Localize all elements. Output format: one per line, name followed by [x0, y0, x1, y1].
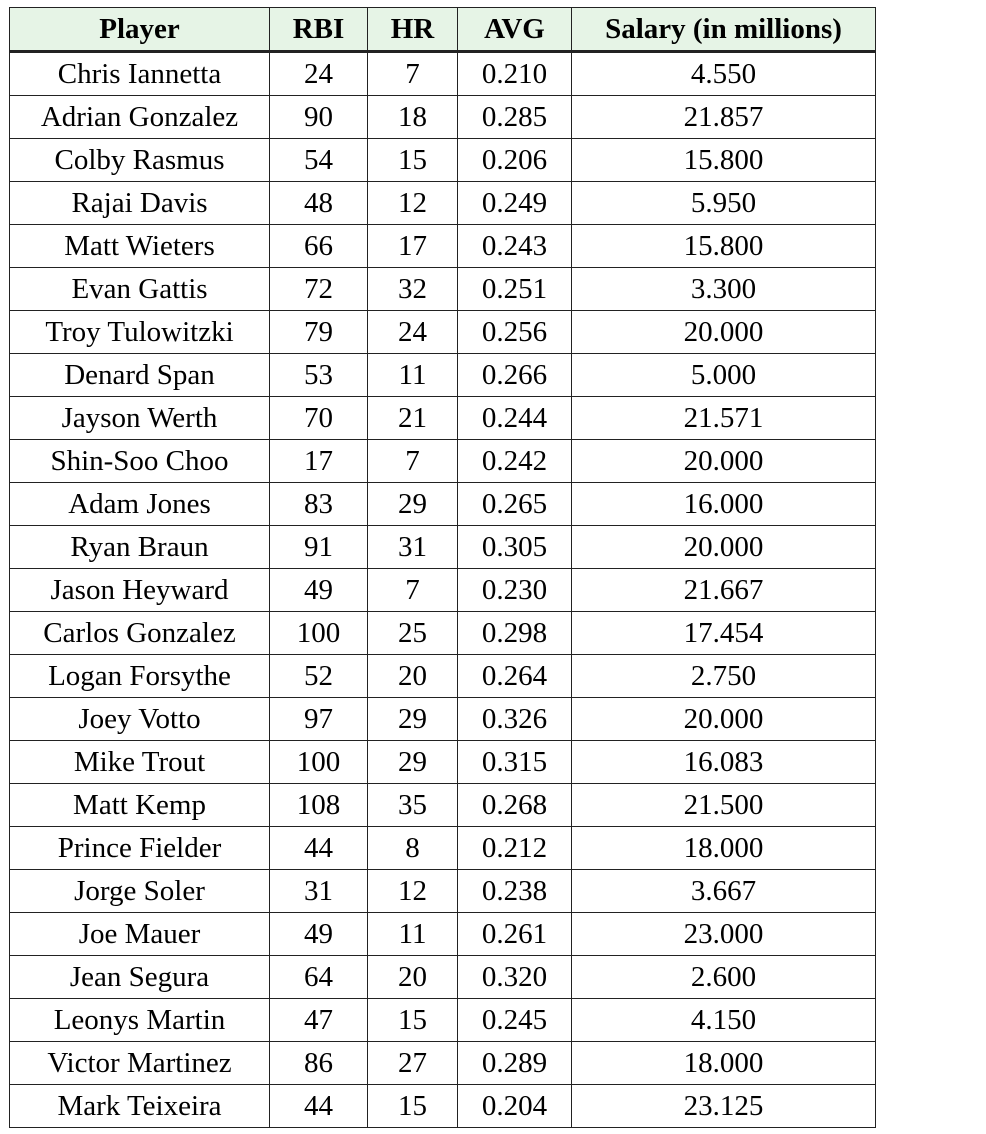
cell-hr: 12 [368, 182, 458, 225]
cell-player: Denard Span [10, 354, 270, 397]
cell-hr: 32 [368, 268, 458, 311]
player-stats-table [9, 7, 876, 1128]
cell-player: Shin-Soo Choo [10, 440, 270, 483]
cell-rbi: 49 [270, 569, 368, 612]
cell-player: Leonys Martin [10, 999, 270, 1042]
table-row [10, 397, 876, 440]
cell-hr: 35 [368, 784, 458, 827]
cell-rbi: 97 [270, 698, 368, 741]
cell-player: Chris Iannetta [10, 52, 270, 96]
cell-hr: 18 [368, 96, 458, 139]
cell-hr: 20 [368, 655, 458, 698]
cell-avg: 0.212 [458, 827, 572, 870]
cell-hr: 21 [368, 397, 458, 440]
cell-rbi: 44 [270, 1085, 368, 1128]
cell-rbi: 91 [270, 526, 368, 569]
cell-rbi: 83 [270, 483, 368, 526]
table-row [10, 741, 876, 784]
cell-avg: 0.326 [458, 698, 572, 741]
cell-rbi: 48 [270, 182, 368, 225]
table-row [10, 268, 876, 311]
cell-rbi: 100 [270, 741, 368, 784]
cell-player: Colby Rasmus [10, 139, 270, 182]
cell-hr: 20 [368, 956, 458, 999]
cell-player: Evan Gattis [10, 268, 270, 311]
cell-salary: 23.000 [572, 913, 876, 956]
table-row [10, 999, 876, 1042]
cell-hr: 17 [368, 225, 458, 268]
cell-avg: 0.261 [458, 913, 572, 956]
cell-rbi: 100 [270, 612, 368, 655]
cell-player: Prince Fielder [10, 827, 270, 870]
cell-avg: 0.249 [458, 182, 572, 225]
cell-salary: 5.950 [572, 182, 876, 225]
cell-avg: 0.244 [458, 397, 572, 440]
cell-salary: 20.000 [572, 698, 876, 741]
cell-avg: 0.265 [458, 483, 572, 526]
cell-salary: 4.150 [572, 999, 876, 1042]
cell-salary: 16.000 [572, 483, 876, 526]
table-header [10, 8, 876, 52]
cell-rbi: 31 [270, 870, 368, 913]
cell-hr: 25 [368, 612, 458, 655]
cell-rbi: 49 [270, 913, 368, 956]
cell-avg: 0.245 [458, 999, 572, 1042]
cell-salary: 21.667 [572, 569, 876, 612]
cell-player: Troy Tulowitzki [10, 311, 270, 354]
cell-rbi: 72 [270, 268, 368, 311]
cell-salary: 15.800 [572, 139, 876, 182]
cell-player: Jason Heyward [10, 569, 270, 612]
table-row [10, 612, 876, 655]
cell-player: Jorge Soler [10, 870, 270, 913]
cell-player: Matt Wieters [10, 225, 270, 268]
cell-avg: 0.206 [458, 139, 572, 182]
column-header-salary: Salary (in millions) [572, 8, 876, 52]
cell-rbi: 17 [270, 440, 368, 483]
cell-hr: 15 [368, 999, 458, 1042]
cell-rbi: 64 [270, 956, 368, 999]
table-row [10, 483, 876, 526]
cell-rbi: 24 [270, 52, 368, 96]
cell-salary: 3.667 [572, 870, 876, 913]
cell-rbi: 53 [270, 354, 368, 397]
cell-player: Mark Teixeira [10, 1085, 270, 1128]
table-row [10, 225, 876, 268]
cell-salary: 2.600 [572, 956, 876, 999]
cell-player: Rajai Davis [10, 182, 270, 225]
cell-avg: 0.264 [458, 655, 572, 698]
cell-player: Logan Forsythe [10, 655, 270, 698]
table-row [10, 827, 876, 870]
cell-salary: 3.300 [572, 268, 876, 311]
cell-salary: 20.000 [572, 311, 876, 354]
cell-rbi: 44 [270, 827, 368, 870]
cell-hr: 8 [368, 827, 458, 870]
table-row [10, 139, 876, 182]
column-header-rbi: RBI [270, 8, 368, 52]
cell-salary: 15.800 [572, 225, 876, 268]
table-row [10, 182, 876, 225]
table-row [10, 1042, 876, 1085]
column-header-avg: AVG [458, 8, 572, 52]
table-body [10, 52, 876, 1128]
cell-player: Joe Mauer [10, 913, 270, 956]
table-row [10, 354, 876, 397]
cell-salary: 21.571 [572, 397, 876, 440]
cell-hr: 7 [368, 569, 458, 612]
table-row [10, 698, 876, 741]
cell-avg: 0.210 [458, 52, 572, 96]
cell-avg: 0.298 [458, 612, 572, 655]
table-row [10, 870, 876, 913]
cell-rbi: 86 [270, 1042, 368, 1085]
cell-rbi: 70 [270, 397, 368, 440]
cell-avg: 0.243 [458, 225, 572, 268]
cell-rbi: 90 [270, 96, 368, 139]
cell-hr: 29 [368, 698, 458, 741]
cell-rbi: 52 [270, 655, 368, 698]
cell-player: Jean Segura [10, 956, 270, 999]
cell-avg: 0.230 [458, 569, 572, 612]
cell-rbi: 66 [270, 225, 368, 268]
cell-salary: 18.000 [572, 827, 876, 870]
cell-salary: 21.857 [572, 96, 876, 139]
cell-avg: 0.305 [458, 526, 572, 569]
cell-hr: 7 [368, 440, 458, 483]
table-row [10, 526, 876, 569]
cell-player: Jayson Werth [10, 397, 270, 440]
cell-avg: 0.251 [458, 268, 572, 311]
table-row [10, 52, 876, 96]
cell-hr: 31 [368, 526, 458, 569]
cell-avg: 0.204 [458, 1085, 572, 1128]
cell-salary: 2.750 [572, 655, 876, 698]
cell-player: Mike Trout [10, 741, 270, 784]
table-row [10, 311, 876, 354]
column-header-hr: HR [368, 8, 458, 52]
cell-hr: 29 [368, 483, 458, 526]
cell-avg: 0.256 [458, 311, 572, 354]
cell-player: Adrian Gonzalez [10, 96, 270, 139]
table-row [10, 440, 876, 483]
header-row [10, 8, 876, 52]
cell-hr: 27 [368, 1042, 458, 1085]
cell-avg: 0.320 [458, 956, 572, 999]
cell-avg: 0.289 [458, 1042, 572, 1085]
cell-player: Joey Votto [10, 698, 270, 741]
cell-salary: 21.500 [572, 784, 876, 827]
cell-hr: 12 [368, 870, 458, 913]
column-header-player: Player [10, 8, 270, 52]
cell-salary: 17.454 [572, 612, 876, 655]
cell-rbi: 108 [270, 784, 368, 827]
cell-hr: 11 [368, 913, 458, 956]
cell-rbi: 54 [270, 139, 368, 182]
table-row [10, 655, 876, 698]
cell-salary: 16.083 [572, 741, 876, 784]
cell-avg: 0.285 [458, 96, 572, 139]
cell-hr: 15 [368, 1085, 458, 1128]
table-row [10, 784, 876, 827]
cell-salary: 20.000 [572, 526, 876, 569]
cell-salary: 20.000 [572, 440, 876, 483]
cell-rbi: 47 [270, 999, 368, 1042]
cell-salary: 4.550 [572, 52, 876, 96]
table-row [10, 96, 876, 139]
cell-avg: 0.238 [458, 870, 572, 913]
cell-avg: 0.266 [458, 354, 572, 397]
cell-hr: 7 [368, 52, 458, 96]
cell-hr: 29 [368, 741, 458, 784]
table-row [10, 1085, 876, 1128]
cell-avg: 0.315 [458, 741, 572, 784]
cell-rbi: 79 [270, 311, 368, 354]
cell-hr: 24 [368, 311, 458, 354]
cell-player: Ryan Braun [10, 526, 270, 569]
cell-salary: 18.000 [572, 1042, 876, 1085]
cell-hr: 11 [368, 354, 458, 397]
table-row [10, 569, 876, 612]
table-row [10, 913, 876, 956]
cell-salary: 23.125 [572, 1085, 876, 1128]
cell-player: Victor Martinez [10, 1042, 270, 1085]
cell-player: Carlos Gonzalez [10, 612, 270, 655]
cell-player: Matt Kemp [10, 784, 270, 827]
table-row [10, 956, 876, 999]
cell-hr: 15 [368, 139, 458, 182]
cell-avg: 0.268 [458, 784, 572, 827]
cell-player: Adam Jones [10, 483, 270, 526]
cell-avg: 0.242 [458, 440, 572, 483]
cell-salary: 5.000 [572, 354, 876, 397]
